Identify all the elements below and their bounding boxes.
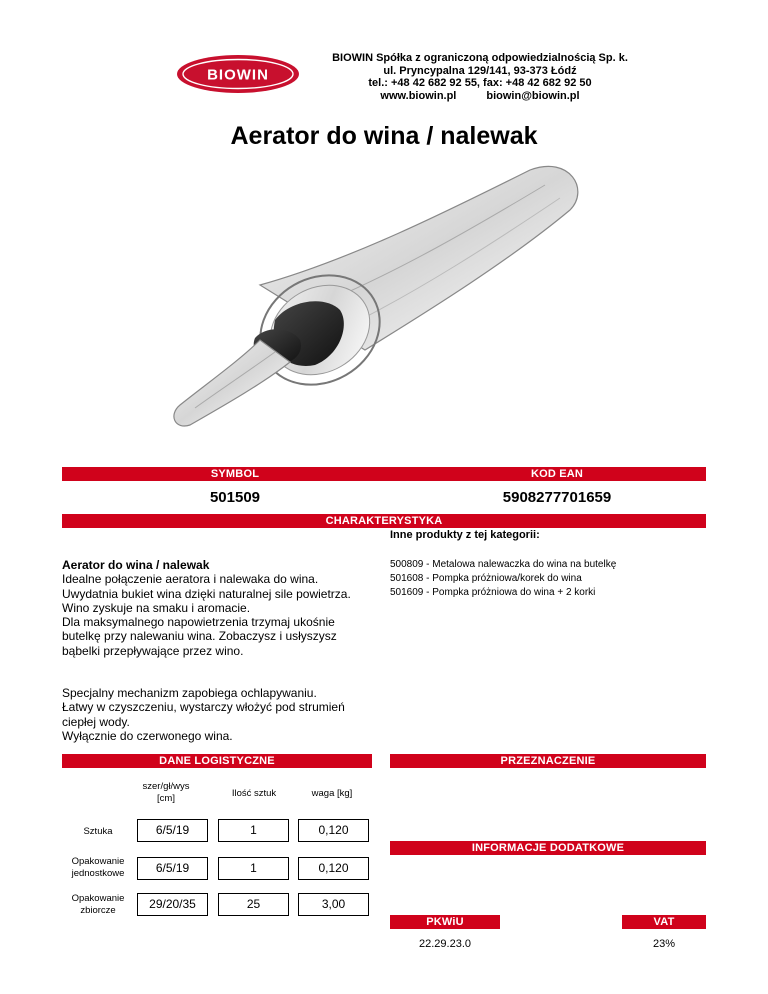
column-header-dims: szer/gł/wys [cm] (142, 781, 190, 804)
cell-dims: 6/5/19 (137, 857, 208, 880)
description-line: butelkę przy nalewaniu wina. Zobaczysz i usłyszysz (62, 629, 337, 644)
description-line: Wino zyskuje na smaku i aromacie. (62, 600, 251, 615)
description-line: Uwydatnia bukiet wina dzięki naturalnej sile powietrza. (62, 586, 351, 601)
cell-dims: 6/5/19 (137, 819, 208, 842)
list-item: 500809 - Metalowa nalewaczka do wina na butelkę (390, 559, 617, 570)
column-header-qty: Ilość sztuk (231, 788, 277, 799)
company-phone: tel.: +48 42 682 92 55, fax: +48 42 682 92 50 (368, 77, 592, 89)
company-info (310, 52, 650, 102)
vat-value: 23% (652, 938, 676, 950)
symbol-value: 501509 (209, 489, 261, 506)
cell-weight: 3,00 (298, 893, 369, 916)
description-heading: Aerator do wina / nalewak (62, 558, 210, 572)
biowin-logo (176, 54, 300, 94)
description-line: bąbelki przepływające przez wino. (62, 643, 244, 658)
svg-text:BIOWIN: BIOWIN (207, 66, 269, 84)
cell-qty: 1 (218, 857, 289, 880)
description-line: Specjalny mechanizm zapobiega ochlapywaniu. (62, 686, 317, 701)
cell-qty: 1 (218, 819, 289, 842)
description-line: ciepłej wody. (62, 714, 130, 729)
company-address: ul. Pryncypalna 129/141, 93-373 Łódź (383, 64, 577, 77)
company-website[interactable]: www.biowin.pl (380, 89, 457, 102)
cell-weight: 0,120 (298, 819, 369, 842)
column-header-weight: waga [kg] (311, 788, 353, 799)
list-item: 501608 - Pompka próżniowa/korek do wina (390, 573, 582, 584)
row-label-piece: Sztuka (83, 826, 113, 837)
characteristics-header: CHARAKTERYSTYKA (62, 514, 706, 528)
description-line: Idealne połączenie aeratora i nalewaka do wina. (62, 572, 319, 587)
row-label-unit-package: Opakowanie jednostkowe (71, 856, 125, 879)
list-item: 501609 - Pompka próżniowa do wina + 2 korki (390, 587, 596, 598)
ean-header: KOD EAN (408, 467, 706, 481)
other-products-list (390, 558, 616, 600)
company-email[interactable]: biowin@biowin.pl (486, 89, 580, 102)
other-products-heading: Inne produkty z tej kategorii: (390, 529, 540, 541)
cell-weight: 0,120 (298, 857, 369, 880)
company-name: BIOWIN Spółka z ograniczoną odpowiedzialnością Sp. k. (332, 52, 628, 64)
row-label-bulk-package: Opakowanie zbiorcze (71, 893, 125, 916)
logistics-header: DANE LOGISTYCZNE (62, 754, 372, 768)
description-line: Dla maksymalnego napowietrzenia trzymaj ukośnie (62, 615, 335, 630)
pkwiu-value: 22.29.23.0 (419, 938, 471, 950)
vat-header: VAT (622, 915, 706, 929)
description-line: Wyłącznie do czerwonego wina. (62, 728, 233, 743)
symbol-header: SYMBOL (62, 467, 408, 481)
description-line: Łatwy w czyszczeniu, wystarczy włożyć pod strumień (62, 700, 345, 715)
page-title: Aerator do wina / nalewak (230, 122, 538, 150)
ean-value: 5908277701659 (502, 489, 612, 506)
pkwiu-header: PKWiU (390, 915, 500, 929)
additional-info-header: INFORMACJE DODATKOWE (390, 841, 706, 855)
cell-dims: 29/20/35 (137, 893, 208, 916)
cell-qty: 25 (218, 893, 289, 916)
product-image (150, 150, 610, 450)
purpose-header: PRZEZNACZENIE (390, 754, 706, 768)
product-description (62, 558, 382, 743)
